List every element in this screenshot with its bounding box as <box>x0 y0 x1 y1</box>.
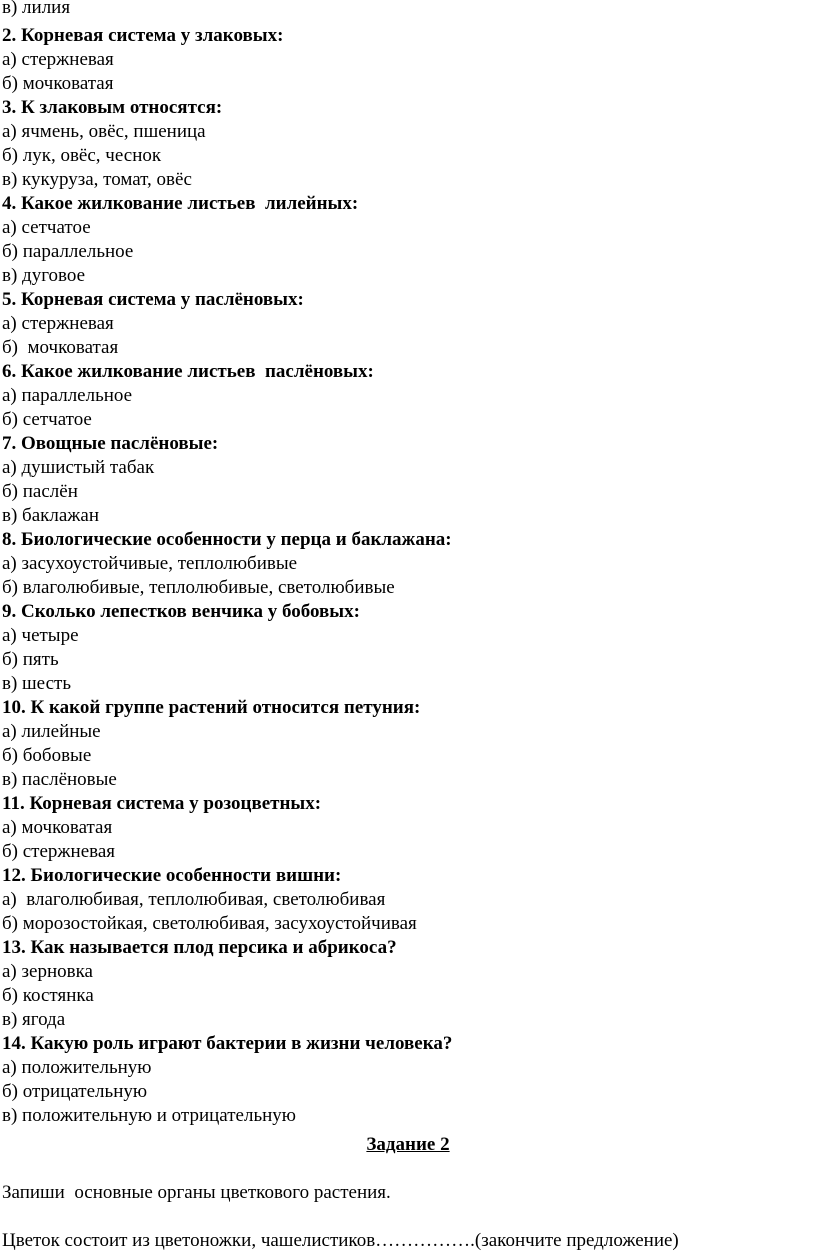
answer-option: а) лилейные <box>2 721 101 742</box>
question-10: 10. К какой группе растений относится петуния: <box>2 697 421 718</box>
answer-option: б) влаголюбивые, теплолюбивые, светолюбивые <box>2 577 395 598</box>
answer-option: б) мочковатая <box>2 337 119 358</box>
answer-option: а) стержневая <box>2 313 114 334</box>
answer-option: б) отрицательную <box>2 1081 148 1102</box>
task-2-sentence: Цветок состоит из цветоножки, чашелистиков…………….(закончите предложение) <box>2 1230 679 1251</box>
answer-option: а) четыре <box>2 625 79 646</box>
answer-option: в) положительную и отрицательную <box>2 1105 296 1126</box>
question-9: 9. Сколько лепестков венчика у бобовых: <box>2 601 360 622</box>
answer-option: б) морозостойкая, светолюбивая, засухоустойчивая <box>2 913 417 934</box>
answer-option: а) влаголюбивая, теплолюбивая, светолюбивая <box>2 889 386 910</box>
answer-option: б) костянка <box>2 985 94 1006</box>
answer-option: б) параллельное <box>2 241 134 262</box>
task-2-instruction: Запиши основные органы цветкового растения. <box>2 1182 391 1203</box>
question-4: 4. Какое жилкование листьев лилейных: <box>2 193 359 214</box>
question-12: 12. Биологические особенности вишни: <box>2 865 342 886</box>
question-14: 14. Какую роль играют бактерии в жизни человека? <box>2 1033 453 1054</box>
answer-option: а) стержневая <box>2 49 114 70</box>
question-7: 7. Овощные паслёновые: <box>2 433 219 454</box>
answer-option: а) засухоустойчивые, теплолюбивые <box>2 553 298 574</box>
answer-option: а) мочковатая <box>2 817 113 838</box>
answer-option: а) душистый табак <box>2 457 155 478</box>
answer-option: в) баклажан <box>2 505 100 526</box>
answer-option: а) параллельное <box>2 385 133 406</box>
answer-option: б) бобовые <box>2 745 92 766</box>
answer-option: в) паслёновые <box>2 769 117 790</box>
answer-option: в) лилия <box>2 0 71 18</box>
answer-option: б) паслён <box>2 481 78 502</box>
answer-option: а) положительную <box>2 1057 152 1078</box>
question-6: 6. Какое жилкование листьев паслёновых: <box>2 361 374 382</box>
question-5: 5. Корневая система у паслёновых: <box>2 289 304 310</box>
answer-option: б) лук, овёс, чеснок <box>2 145 162 166</box>
answer-option: б) мочковатая <box>2 73 114 94</box>
answer-option: б) сетчатое <box>2 409 92 430</box>
question-3: 3. К злаковым относятся: <box>2 97 223 118</box>
answer-option: в) шесть <box>2 673 71 694</box>
answer-option: в) дуговое <box>2 265 86 286</box>
question-13: 13. Как называется плод персика и абрикоса? <box>2 937 397 958</box>
answer-option: а) сетчатое <box>2 217 91 238</box>
answer-option: б) пять <box>2 649 59 670</box>
question-8: 8. Биологические особенности у перца и баклажана: <box>2 529 452 550</box>
question-2: 2. Корневая система у злаковых: <box>2 25 284 46</box>
answer-option: а) зерновка <box>2 961 93 982</box>
question-11: 11. Корневая система у розоцветных: <box>2 793 322 814</box>
answer-option: б) стержневая <box>2 841 116 862</box>
answer-option: в) кукуруза, томат, овёс <box>2 169 192 190</box>
answer-option: в) ягода <box>2 1009 66 1030</box>
answer-option: а) ячмень, овёс, пшеница <box>2 121 206 142</box>
task-2-heading: Задание 2 <box>366 1134 450 1155</box>
